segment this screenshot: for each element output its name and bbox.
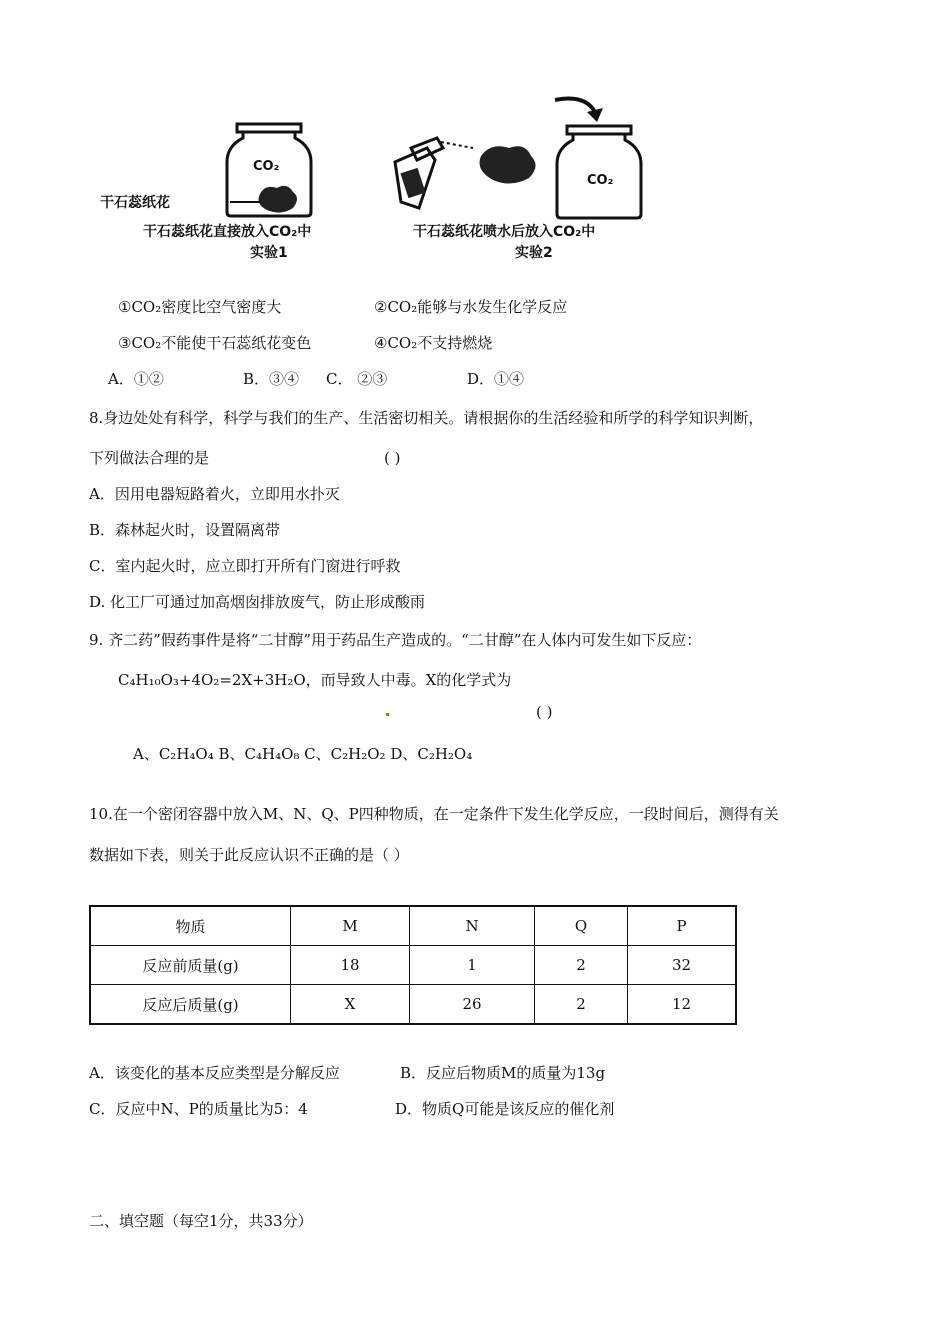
q7-option-1: ①CO₂密度比空气密度大 <box>118 298 282 316</box>
table-row <box>90 985 736 1025</box>
table-cell: 2 <box>535 946 628 985</box>
table-header-cell: Q <box>535 906 628 946</box>
table-cell: 1 <box>410 946 535 985</box>
table-cell: X <box>291 985 410 1025</box>
q10-option-d: D．物质Q可能是该反应的催化剂 <box>395 1100 615 1118</box>
table-header-row <box>90 906 736 946</box>
q7-choice-a: A．①② <box>108 370 164 388</box>
caption-1: 干石蕊纸花直接放入CO₂中 <box>143 224 312 240</box>
q10-option-b: B．反应后物质M的质量为13g <box>400 1064 606 1082</box>
caption-1-sub: 实验1 <box>250 245 288 261</box>
section-2-title: 二、填空题（每空1分，共33分） <box>89 1212 313 1230</box>
mass-table <box>89 905 737 1025</box>
q9-answer-paren: ( ) <box>536 703 553 721</box>
table-row <box>90 946 736 985</box>
q8-stem-2: 下列做法合理的是 <box>89 449 210 467</box>
q9-choices: A、C₂H₄O₄ B、C₄H₄O₈ C、C₂H₂O₂ D、C₂H₂O₄ <box>133 745 473 763</box>
spray-bottle <box>395 138 473 208</box>
table-cell: 反应后质量(g) <box>90 985 291 1025</box>
q7-option-3: ③CO₂不能使干石蕊纸花变色 <box>118 334 312 352</box>
table-cell: 12 <box>628 985 737 1025</box>
q7-choice-c: C． ②③ <box>326 370 388 388</box>
experiment-illustration <box>95 90 695 265</box>
arrow <box>555 99 595 113</box>
q8-option-d: D. 化工厂可通过加高烟囱排放废气，防止形成酸雨 <box>89 593 426 611</box>
table-cell: 2 <box>535 985 628 1025</box>
table-cell: 反应前质量(g) <box>90 946 291 985</box>
wet-flower <box>480 146 536 183</box>
caption-2: 干石蕊纸花喷水后放入CO₂中 <box>413 224 596 240</box>
jar-2-label: CO₂ <box>587 173 614 188</box>
q8-option-c: C．室内起火时，应立即打开所有门窗进行呼救 <box>89 557 401 575</box>
q10-stem-1: 10.在一个密闭容器中放入M、N、Q、P四种物质，在一定条件下发生化学反应，一段时间后，测得有关 <box>89 805 779 823</box>
table-header-cell: N <box>410 906 535 946</box>
q10-option-c: C．反应中N、P的质量比为5：4 <box>89 1100 308 1118</box>
jar-1-label: CO₂ <box>253 159 280 174</box>
experiment-figure <box>95 90 695 265</box>
q7-choice-d: D．①④ <box>467 370 525 388</box>
flower-label: 干石蕊纸花 <box>100 195 170 211</box>
table-cell: 32 <box>628 946 737 985</box>
table-header-cell: M <box>291 906 410 946</box>
table-cell: 26 <box>410 985 535 1025</box>
table-cell: 18 <box>291 946 410 985</box>
caption-2-sub: 实验2 <box>515 245 553 261</box>
q9-stem-2: C₄H₁₀O₃+4O₂=2X+3H₂O，而导致人中毒。X的化学式为 <box>118 671 512 689</box>
q10-stem-2: 数据如下表，则关于此反应认识不正确的是（ ） <box>89 846 409 864</box>
q7-option-4: ④CO₂不支持燃烧 <box>374 334 493 352</box>
jar-2 <box>557 126 641 218</box>
q8-stem-1: 8.身边处处有科学，科学与我们的生产、生活密切相关。请根据你的生活经验和所学的科学知识判断， <box>89 409 764 427</box>
q7-choice-b: B．③④ <box>243 370 300 388</box>
q8-option-b: B．森林起火时，设置隔离带 <box>89 521 281 539</box>
table-header-cell: P <box>628 906 737 946</box>
q7-option-2: ②CO₂能够与水发生化学反应 <box>374 298 568 316</box>
q8-answer-paren: ( ) <box>384 449 401 467</box>
stray-dot <box>386 713 389 716</box>
q10-option-a: A．该变化的基本反应类型是分解反应 <box>89 1064 340 1082</box>
q9-stem-1: 9. 齐二药”假药事件是将“二甘醇”用于药品生产造成的。“二甘醇”在人体内可发生如下反应： <box>89 631 702 649</box>
q8-option-a: A．因用电器短路着火，立即用水扑灭 <box>89 485 340 503</box>
table-header-cell: 物质 <box>90 906 291 946</box>
